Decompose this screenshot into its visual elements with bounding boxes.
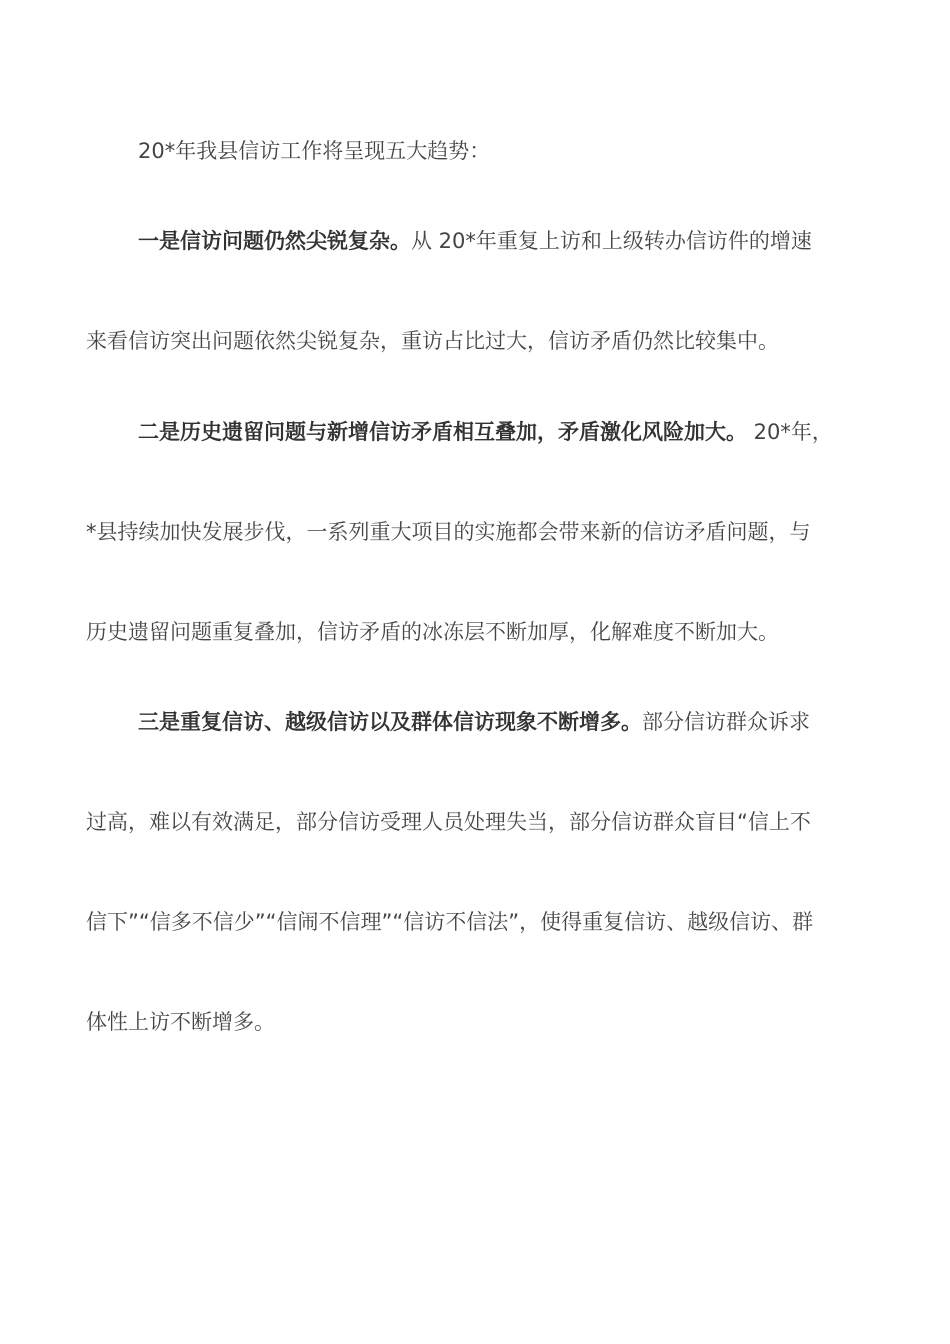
paragraph-3-line-3 (86, 908, 886, 936)
paragraph-3-line-1 (138, 708, 886, 736)
paragraph-2-text: 历史遗留问题重复叠加，信访矛盾的冰冻层不断加厚，化解难度不断加大。 (86, 620, 779, 644)
paragraph-2-line-3 (86, 618, 886, 646)
paragraph-1-heading: 一是信访问题仍然尖锐复杂。 (138, 229, 411, 253)
paragraph-2-line-2 (86, 518, 886, 546)
paragraph-2-heading: 二是历史遗留问题与新增信访矛盾相互叠加，矛盾激化风险加大。 (138, 420, 747, 444)
intro-line (138, 137, 886, 165)
paragraph-3-line-4 (86, 1008, 886, 1036)
paragraph-1-line-2 (86, 327, 886, 355)
paragraph-1-text: 来看信访突出问题依然尖锐复杂，重访占比过大，信访矛盾仍然比较集中。 (86, 329, 779, 353)
paragraph-3-line-2 (86, 808, 886, 836)
paragraph-3-text: 体性上访不断增多。 (86, 1010, 275, 1034)
paragraph-1-line-1 (138, 227, 886, 255)
intro-text: 20*年我县信访工作将呈现五大趋势： (138, 139, 491, 163)
paragraph-3-text: 过高，难以有效满足，部分信访受理人员处理失当，部分信访群众盲目“信上不 (86, 810, 811, 834)
paragraph-2-text: *县持续加快发展步伐，一系列重大项目的实施都会带来新的信访矛盾问题，与 (86, 520, 811, 544)
paragraph-3-text: 部分信访群众诉求 (642, 710, 810, 734)
paragraph-3-heading: 三是重复信访、越级信访以及群体信访现象不断增多。 (138, 710, 642, 734)
paragraph-2-line-1 (138, 418, 886, 446)
paragraph-2-text: 20*年， (747, 420, 833, 444)
paragraph-1-text: 从 20*年重复上访和上级转办信访件的增速 (411, 229, 812, 253)
paragraph-3-text: 信下”“信多不信少”“信闹不信理”“信访不信法”，使得重复信访、越级信访、群 (86, 910, 814, 934)
